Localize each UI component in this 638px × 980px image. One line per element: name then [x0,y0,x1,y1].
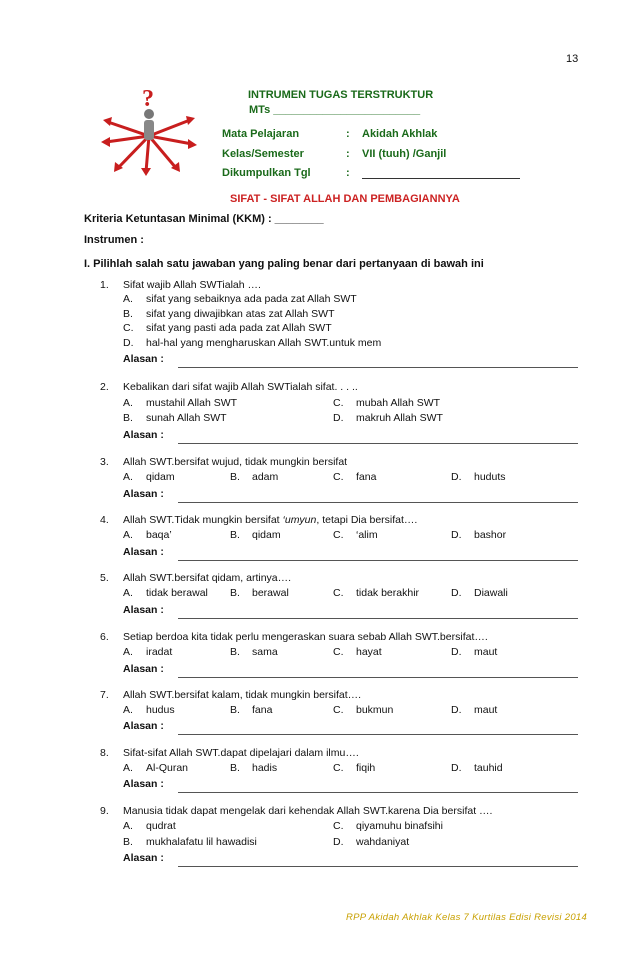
option-letter: A. [123,587,133,599]
question-number: 4. [100,514,109,526]
option-letter: A. [123,293,133,305]
alasan-label: Alasan : [123,720,164,732]
option-letter: C. [333,587,344,599]
option-letter: D. [451,762,462,774]
option-letter: B. [230,471,240,483]
option-text[interactable]: ‘alim [356,529,378,541]
alasan-label: Alasan : [123,852,164,864]
option-letter: C. [333,820,344,832]
option-text[interactable]: iradat [146,646,173,658]
alasan-answer-line[interactable] [178,429,578,444]
option-letter: D. [451,529,462,541]
option-letter: C. [333,646,344,658]
info-label-subject: Mata Pelajaran [222,128,300,140]
alasan-answer-line[interactable] [178,720,578,735]
option-letter: A. [123,820,133,832]
option-letter: D. [451,471,462,483]
question-text: Allah SWT.bersifat qidam, artinya…. [123,572,292,584]
option-text[interactable]: mukhalafatu lil hawadisi [146,836,257,848]
option-letter: A. [123,529,133,541]
option-text[interactable]: sifat yang pasti ada pada zat Allah SWT [146,322,332,334]
option-text[interactable]: sifat yang diwajibkan atas zat Allah SWT [146,308,335,320]
alasan-label: Alasan : [123,429,164,441]
option-text[interactable]: tauhid [474,762,503,774]
option-letter: B. [123,412,133,424]
question-text: Allah SWT.bersifat wujud, tidak mungkin bersifat [123,456,348,468]
option-text[interactable]: bashor [474,529,507,541]
alasan-answer-line[interactable] [178,488,578,503]
option-text[interactable]: qiyamuhu binafsihi [356,820,443,832]
alasan-label: Alasan : [123,546,164,558]
info-value-class: VII (tuuh) /Ganjil [362,148,447,160]
info-label-date: Dikumpulkan Tgl [222,167,311,179]
page-number: 13 [566,53,579,65]
option-text[interactable]: mubah Allah SWT [356,397,441,409]
option-text[interactable]: fana [252,704,273,716]
question-number: 1. [100,279,109,291]
option-text[interactable]: makruh Allah SWT [356,412,443,424]
info-label-class: Kelas/Semester [222,148,304,160]
option-letter: C. [333,529,344,541]
alasan-answer-line[interactable] [178,546,578,561]
option-text[interactable]: qudrat [146,820,176,832]
question-text: Allah SWT.bersifat kalam, tidak mungkin bersifat…. [123,689,362,701]
option-text[interactable]: huduts [474,471,506,483]
option-letter: C. [333,704,344,716]
option-text[interactable]: berawal [252,587,289,599]
info-colon: : [346,167,350,179]
question-number: 6. [100,631,109,643]
info-value-subject: Akidah Akhlak [362,128,438,140]
question-figure-logo [100,84,198,176]
option-text[interactable]: fana [356,471,377,483]
question-number: 3. [100,456,109,468]
topic-heading: SIFAT - SIFAT ALLAH DAN PEMBAGIANNYA [230,193,460,205]
option-text[interactable]: wahdaniyat [356,836,410,848]
question-text: Kebalikan dari sifat wajib Allah SWTialah sifat. . . .. [123,381,358,393]
question-text-emphasis: ‘umyun [282,514,317,526]
option-text[interactable]: adam [252,471,279,483]
option-text[interactable]: hayat [356,646,382,658]
page-footer: RPP Akidah Akhlak Kelas 7 Kurtilas Edisi Revisi 2014 [346,912,588,923]
alasan-label: Alasan : [123,488,164,500]
option-letter: A. [123,762,133,774]
option-text[interactable]: hadis [252,762,278,774]
option-letter: A. [123,646,133,658]
option-letter: C. [333,471,344,483]
option-letter: C. [333,762,344,774]
alasan-answer-line[interactable] [178,852,578,867]
question-text: Sifat-sifat Allah SWT.dapat dipelajari dalam ilmu…. [123,747,359,759]
question-text-part: , tetapi Dia bersifat…. [316,514,418,526]
date-blank-line[interactable] [362,178,520,179]
option-text[interactable]: maut [474,646,498,658]
option-text[interactable]: qidam [252,529,281,541]
option-text[interactable]: bukmun [356,704,394,716]
option-text[interactable]: hal-hal yang mengharuskan Allah SWT.untuk mem [146,337,382,349]
option-letter: B. [123,836,133,848]
option-letter: D. [451,704,462,716]
question-number: 8. [100,747,109,759]
alasan-label: Alasan : [123,778,164,790]
alasan-answer-line[interactable] [178,353,578,368]
option-text[interactable]: hudus [146,704,175,716]
option-letter: A. [123,471,133,483]
option-letter: D. [451,587,462,599]
school-name: MTs ________________________ [249,104,421,116]
option-letter: C. [333,397,344,409]
option-text[interactable]: qidam [146,471,175,483]
question-text-part: Allah SWT.Tidak mungkin bersifat [123,514,283,526]
alasan-label: Alasan : [123,353,164,365]
option-letter: B. [230,587,240,599]
question-text: Sifat wajib Allah SWTialah …. [123,279,261,291]
question-text [123,514,417,526]
option-text[interactable]: baqa’ [146,529,172,541]
info-colon: : [346,128,350,140]
option-letter: B. [230,646,240,658]
option-letter: D. [333,412,344,424]
option-letter: B. [123,308,133,320]
info-colon: : [346,148,350,160]
question-number: 5. [100,572,109,584]
question-number: 7. [100,689,109,701]
option-text[interactable]: Al-Quran [146,762,189,774]
option-text[interactable]: sunah Allah SWT [146,412,227,424]
option-letter: A. [123,397,133,409]
question-number: 9. [100,805,109,817]
option-letter: D. [451,646,462,658]
alasan-label: Alasan : [123,604,164,616]
option-letter: A. [123,704,133,716]
option-text[interactable]: tidak berakhir [356,587,420,599]
instrumen-label: Instrumen : [84,234,144,246]
alasan-label: Alasan : [123,663,164,675]
option-text[interactable]: mustahil Allah SWT [146,397,238,409]
question-text: Manusia tidak dapat mengelak dari kehendak Allah SWT.karena Dia bersifat …. [123,805,493,817]
section-instruction: I. Pilihlah salah satu jawaban yang paling benar dari pertanyaan di bawah ini [84,258,484,270]
option-text[interactable]: fiqih [356,762,376,774]
alasan-answer-line[interactable] [178,604,578,619]
option-letter: C. [123,322,134,334]
question-text: Setiap berdoa kita tidak perlu mengeraskan suara sebab Allah SWT.bersifat…. [123,631,488,643]
question-number: 2. [100,381,109,393]
option-text[interactable]: Diawali [474,587,508,599]
option-text[interactable]: maut [474,704,498,716]
svg-text:?: ? [142,86,154,112]
option-text[interactable]: sama [252,646,278,658]
option-letter: B. [230,704,240,716]
alasan-answer-line[interactable] [178,778,578,793]
alasan-answer-line[interactable] [178,663,578,678]
kkm-line: Kriteria Ketuntasan Minimal (KKM) : ________ [84,213,324,225]
option-letter: B. [230,529,240,541]
option-text[interactable]: tidak berawal [146,587,208,599]
option-text[interactable]: sifat yang sebaiknya ada pada zat Allah SWT [146,293,357,305]
document-title: INTRUMEN TUGAS TERSTRUKTUR [248,89,434,101]
option-letter: D. [123,337,134,349]
option-letter: B. [230,762,240,774]
option-letter: D. [333,836,344,848]
